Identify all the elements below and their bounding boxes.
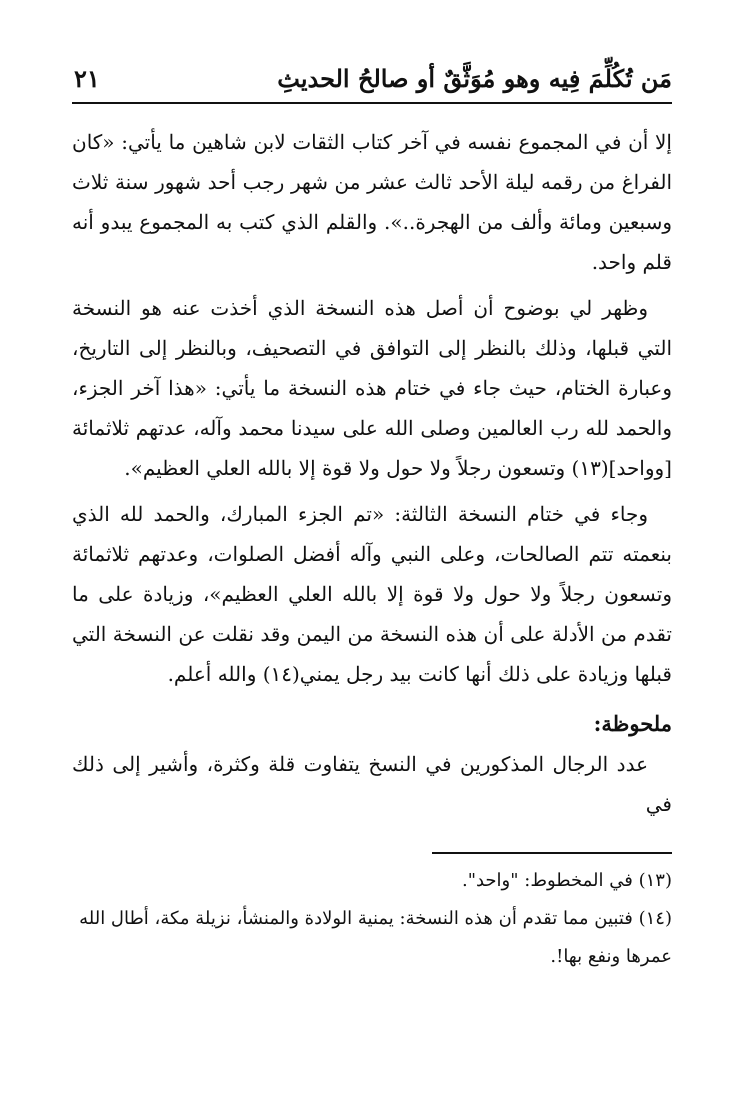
document-page: [72, 60, 672, 1060]
footnotes: [72, 862, 672, 976]
note-text: عدد الرجال المذكورين في النسخ يتفاوت قلة وكثرة، وأشير إلى ذلك في: [72, 752, 672, 816]
body-text: [72, 122, 672, 824]
footnote-separator: [72, 852, 672, 854]
page-header: [72, 60, 672, 104]
footnote-13: (١٣) في المخطوط: "واحد".: [461, 870, 672, 891]
page-number: ٢١: [74, 64, 100, 93]
footnote-14: (١٤) فتبين مما تقدم أن هذه النسخة: يمنية الولادة والمنشأ، نزيلة مكة، أطال الله عمرها ونفع بها!.: [79, 908, 672, 967]
paragraph-2: وظهر لي بوضوح أن أصل هذه النسخة الذي أخذت عنه هو النسخة التي قبلها، وذلك بالنظر إلى التوافق في التصحيف، وبالنظر إلى التاريخ، وعبارة الختام، حيث جاء في ختام هذه النسخة ما يأتي: «هذا آخر الجزء، والحمد لله رب العالمين وصلى الله على سيدنا محمد وآله، عدتهم ثلاثمائة [وواحد](١٣) وتسعون رجلاً ولا حول ولا قوة إلا بالله العلي العظيم».: [72, 296, 672, 480]
paragraph-1: إلا أن في المجموع نفسه في آخر كتاب الثقات لابن شاهين ما يأتي: «كان الفراغ من رقمه ليلة الأحد ثالث عشر من شهر رجب أحد شهور سنة ثلاث وسبعين ومائة وألف من الهجرة..». والقلم الذي كتب به المجموع يبدو أنه قلم واحد.: [72, 130, 672, 274]
note-heading: ملحوظة:: [593, 711, 672, 736]
running-title: مَن تُكُلِّمَ فِيه وهو مُوَثَّقٌ أو صالحُ الحديثِ: [277, 64, 672, 93]
footnote-rule: [432, 852, 672, 854]
paragraph-3: وجاء في ختام النسخة الثالثة: «تم الجزء المبارك، والحمد لله الذي بنعمته تتم الصالحات، وعلى النبي وآله أفضل الصلوات، وعدتهم ثلاثمائة وتسعون رجلاً ولا حول ولا قوة إلا بالله العلي العظيم»، وزيادة على ما تقدم من الأدلة على أن هذه النسخة من اليمن وقد نقلت عن النسخة التي قبلها وزيادة على ذلك أنها كانت بيد رجل يمني(١٤) والله أعلم.: [72, 502, 672, 686]
